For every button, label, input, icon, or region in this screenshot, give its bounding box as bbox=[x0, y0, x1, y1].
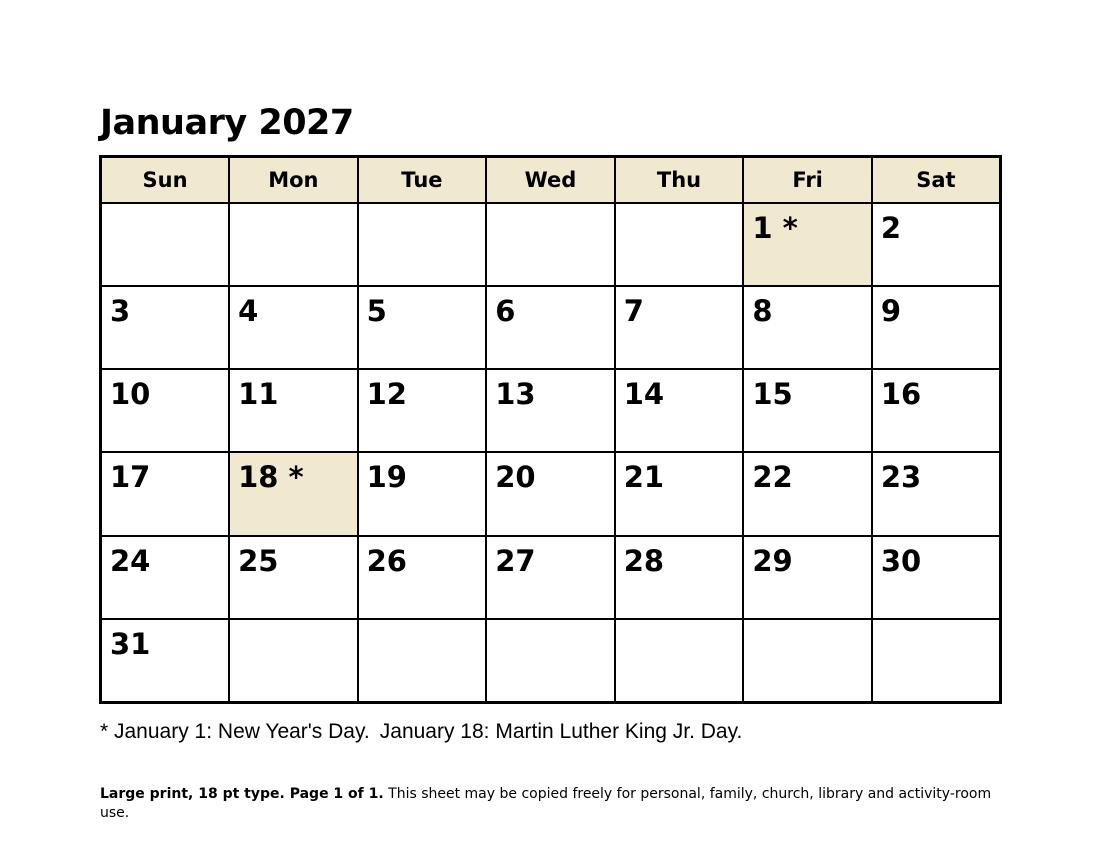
day-cell-empty bbox=[743, 619, 872, 702]
day-cell bbox=[358, 286, 487, 369]
week-row-3 bbox=[101, 369, 1001, 452]
weekday-header-row bbox=[101, 157, 1001, 203]
day-cell-holiday bbox=[743, 203, 872, 286]
day-cell bbox=[486, 536, 615, 619]
day-cell bbox=[486, 369, 615, 452]
footnote-mlk: January 18: Martin Luther King Jr. Day. bbox=[379, 720, 743, 743]
day-number: 18 * bbox=[238, 460, 304, 495]
calendar-title: January 2027 bbox=[100, 103, 354, 143]
day-cell bbox=[615, 452, 744, 535]
day-cell-empty bbox=[486, 203, 615, 286]
day-number: 6 bbox=[495, 293, 516, 328]
day-number: 29 bbox=[752, 543, 793, 578]
weekday-fri: Fri bbox=[743, 157, 872, 203]
day-cell bbox=[872, 286, 1001, 369]
day-number bbox=[230, 620, 357, 627]
day-cell bbox=[872, 203, 1001, 286]
day-number bbox=[230, 204, 357, 211]
weekday-mon: Mon bbox=[229, 157, 358, 203]
day-number: 24 bbox=[110, 543, 151, 578]
day-number bbox=[487, 620, 614, 627]
day-cell bbox=[358, 452, 487, 535]
day-cell-empty bbox=[872, 619, 1001, 702]
day-number bbox=[744, 620, 871, 627]
day-cell-empty bbox=[486, 619, 615, 702]
weekday-wed: Wed bbox=[486, 157, 615, 203]
day-cell-empty bbox=[101, 203, 230, 286]
day-number bbox=[359, 204, 486, 211]
day-number: 27 bbox=[495, 543, 536, 578]
day-cell-empty bbox=[358, 619, 487, 702]
fineprint-bold: Large print, 18 pt type. Page 1 of 1. bbox=[100, 786, 384, 802]
day-cell bbox=[743, 452, 872, 535]
day-number: 14 bbox=[623, 377, 665, 412]
day-number: 19 bbox=[366, 460, 407, 495]
weekday-sat: Sat bbox=[872, 157, 1001, 203]
day-number: 23 bbox=[880, 460, 922, 495]
day-cell bbox=[101, 286, 230, 369]
weekday-sun: Sun bbox=[101, 157, 230, 203]
day-cell bbox=[229, 369, 358, 452]
day-cell-empty bbox=[615, 203, 744, 286]
day-number: 7 bbox=[623, 293, 644, 328]
day-number: 5 bbox=[366, 293, 387, 328]
day-cell bbox=[872, 536, 1001, 619]
day-cell-empty bbox=[229, 619, 358, 702]
day-cell bbox=[229, 286, 358, 369]
day-number bbox=[616, 620, 743, 627]
day-number: 1 * bbox=[752, 210, 798, 245]
holiday-footnote bbox=[100, 718, 742, 746]
day-cell bbox=[743, 286, 872, 369]
day-cell bbox=[615, 536, 744, 619]
day-number bbox=[487, 204, 614, 211]
day-number: 22 bbox=[752, 460, 793, 495]
day-number: 12 bbox=[366, 377, 407, 412]
day-cell-holiday bbox=[229, 452, 358, 535]
week-row-5 bbox=[101, 536, 1001, 619]
day-number: 30 bbox=[880, 543, 922, 578]
week-row-1 bbox=[101, 203, 1001, 286]
day-number: 16 bbox=[880, 377, 922, 412]
day-cell bbox=[872, 369, 1001, 452]
day-cell bbox=[615, 369, 744, 452]
day-cell bbox=[101, 619, 230, 702]
weekday-tue: Tue bbox=[358, 157, 487, 203]
week-row-2 bbox=[101, 286, 1001, 369]
day-number: 8 bbox=[752, 293, 773, 328]
day-number: 9 bbox=[880, 293, 902, 328]
day-number: 2 bbox=[880, 210, 902, 245]
fineprint bbox=[100, 785, 1005, 823]
day-number: 10 bbox=[110, 377, 151, 412]
day-number bbox=[102, 204, 228, 211]
day-cell bbox=[101, 369, 230, 452]
day-number: 4 bbox=[238, 293, 259, 328]
day-cell bbox=[101, 536, 230, 619]
day-number: 28 bbox=[623, 543, 665, 578]
footnote-new-years: * January 1: New Year's Day. bbox=[100, 720, 370, 743]
day-cell bbox=[743, 536, 872, 619]
day-number bbox=[873, 620, 999, 627]
day-number bbox=[616, 204, 743, 211]
day-number: 13 bbox=[495, 377, 536, 412]
day-cell bbox=[615, 286, 744, 369]
fineprint-rest: This sheet may be copied freely for personal, family, church, library and activity-room use. bbox=[100, 786, 992, 821]
day-number: 17 bbox=[110, 460, 151, 495]
day-number: 31 bbox=[110, 627, 151, 662]
day-cell-empty bbox=[615, 619, 744, 702]
day-cell bbox=[743, 369, 872, 452]
calendar-grid bbox=[99, 155, 1002, 704]
day-number: 21 bbox=[623, 460, 665, 495]
day-number: 20 bbox=[495, 460, 536, 495]
day-number bbox=[359, 620, 486, 627]
day-number: 26 bbox=[366, 543, 407, 578]
day-number: 3 bbox=[110, 293, 131, 328]
day-cell bbox=[358, 369, 487, 452]
day-cell bbox=[101, 452, 230, 535]
day-cell-empty bbox=[358, 203, 487, 286]
day-number: 11 bbox=[238, 377, 279, 412]
weekday-thu: Thu bbox=[615, 157, 744, 203]
week-row-6 bbox=[101, 619, 1001, 702]
day-cell bbox=[486, 452, 615, 535]
day-cell bbox=[229, 536, 358, 619]
day-cell bbox=[486, 286, 615, 369]
week-row-4 bbox=[101, 452, 1001, 535]
day-number: 25 bbox=[238, 543, 279, 578]
day-cell bbox=[872, 452, 1001, 535]
day-cell-empty bbox=[229, 203, 358, 286]
day-number: 15 bbox=[752, 377, 793, 412]
day-cell bbox=[358, 536, 487, 619]
